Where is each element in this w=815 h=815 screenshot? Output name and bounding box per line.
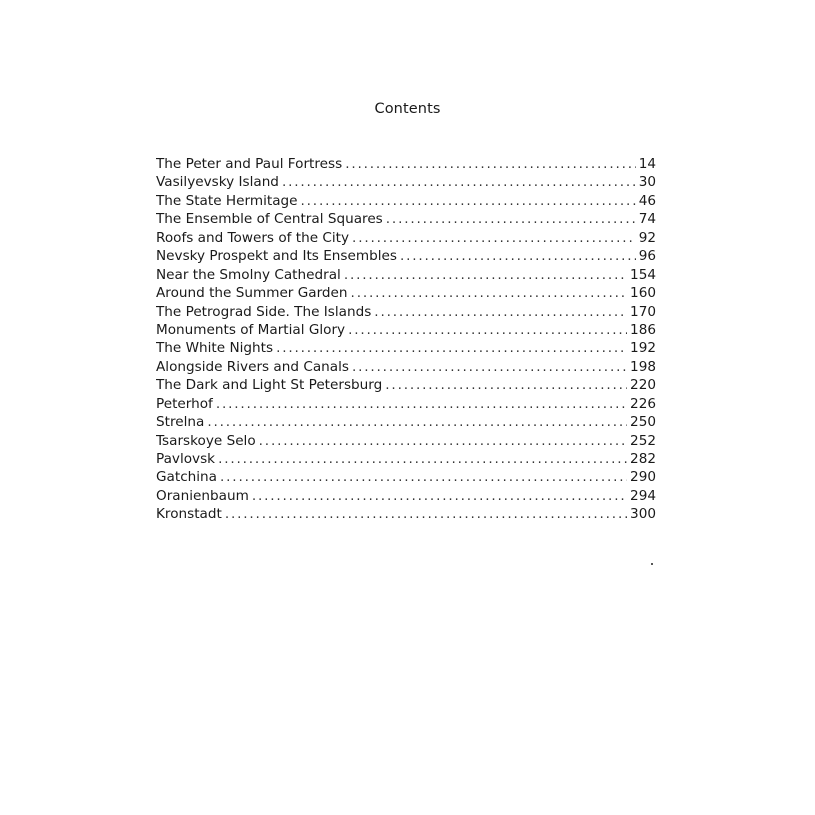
- dot-leader: [348, 321, 627, 339]
- dot-leader: [345, 155, 635, 173]
- toc-entry-title: The Dark and Light St Petersburg: [156, 377, 383, 394]
- toc-entry-page: 300: [630, 506, 656, 523]
- toc-entry: [156, 210, 656, 228]
- toc-entry-title: Nevsky Prospekt and Its Ensembles: [156, 248, 397, 265]
- toc-entry-title: Tsarskoye Selo: [156, 432, 256, 449]
- dot-leader: [352, 358, 627, 376]
- toc-entry-page: 92: [638, 229, 656, 246]
- toc-entry-title: Vasilyevsky Island: [156, 174, 279, 191]
- dot-leader: [276, 339, 627, 357]
- toc-entry-title: Monuments of Martial Glory: [156, 321, 346, 338]
- dot-leader: [216, 395, 627, 413]
- dot-leader: [386, 210, 636, 228]
- toc-entry: [156, 395, 656, 413]
- toc-entry: [156, 505, 656, 523]
- toc-entry: [156, 376, 656, 394]
- toc-entry-title: Around the Summer Garden: [156, 285, 348, 302]
- toc-entry-title: The White Nights: [156, 340, 274, 357]
- toc-entry-title: Oranienbaum: [156, 487, 249, 504]
- toc-entry: [156, 468, 656, 486]
- toc-entry: [156, 358, 656, 376]
- toc-entry-page: 160: [630, 285, 656, 302]
- toc-entry: [156, 321, 656, 339]
- toc-entry-page: 220: [630, 377, 656, 394]
- toc-entry-page: 198: [630, 358, 656, 375]
- toc-entry-page: 186: [630, 321, 656, 338]
- toc-entry-page: 170: [630, 303, 656, 320]
- toc-entry: [156, 229, 656, 247]
- toc-entry-page: 250: [630, 414, 656, 431]
- dot-leader: [218, 450, 627, 468]
- dot-leader: [252, 487, 627, 505]
- toc-entry: [156, 173, 656, 191]
- dot-leader: [259, 432, 627, 450]
- toc-entry-page: 252: [630, 432, 656, 449]
- toc-entry: [156, 432, 656, 450]
- toc-entry-title: The Petrograd Side. The Islands: [156, 303, 372, 320]
- print-speck: [651, 563, 653, 565]
- toc-entry-title: The Peter and Paul Fortress: [156, 156, 343, 172]
- dot-leader: [344, 266, 627, 284]
- toc-entry: [156, 266, 656, 284]
- toc-entry-page: 192: [630, 340, 656, 357]
- dot-leader: [374, 303, 627, 321]
- toc-entry-title: Alongside Rivers and Canals: [156, 358, 349, 375]
- toc-entry-title: Kronstadt: [156, 506, 222, 523]
- dot-leader: [385, 376, 627, 394]
- toc-entry-page: 282: [630, 451, 656, 467]
- toc-entry-title: Peterhof: [156, 395, 213, 412]
- toc-entry-title: The Ensemble of Central Squares: [156, 211, 383, 228]
- toc-entry-page: 294: [630, 487, 656, 504]
- dot-leader: [400, 247, 636, 265]
- table-of-contents: [156, 155, 656, 524]
- toc-entry: [156, 450, 656, 468]
- toc-entry-title: The State Hermitage: [156, 192, 298, 209]
- dot-leader: [225, 505, 627, 523]
- toc-entry-page: 96: [638, 248, 656, 265]
- toc-entry-title: Roofs and Towers of the City: [156, 229, 350, 246]
- toc-entry-title: Strelna: [156, 414, 205, 431]
- toc-entry: [156, 339, 656, 357]
- dot-leader: [282, 173, 636, 191]
- page-title: Contents: [374, 101, 441, 117]
- toc-entry-page: 290: [630, 469, 656, 486]
- toc-entry-title: Pavlovsk: [156, 451, 216, 467]
- toc-entry: [156, 247, 656, 265]
- toc-entry-title: Near the Smolny Cathedral: [156, 266, 341, 283]
- toc-entry-title: Gatchina: [156, 469, 218, 486]
- toc-entry: [156, 155, 656, 173]
- toc-entry: [156, 303, 656, 321]
- toc-entry: [156, 413, 656, 431]
- toc-entry: [156, 284, 656, 302]
- dot-leader: [301, 192, 636, 210]
- toc-entry-page: 30: [638, 174, 656, 191]
- toc-entry: [156, 487, 656, 505]
- toc-entry: [156, 192, 656, 210]
- dot-leader: [207, 413, 627, 431]
- toc-entry-page: 226: [630, 395, 656, 412]
- toc-entry-page: 14: [638, 156, 656, 172]
- dot-leader: [352, 229, 636, 247]
- toc-entry-page: 46: [638, 192, 656, 209]
- toc-entry-page: 74: [638, 211, 656, 228]
- dot-leader: [220, 468, 627, 486]
- dot-leader: [351, 284, 628, 302]
- toc-entry-page: 154: [630, 266, 656, 283]
